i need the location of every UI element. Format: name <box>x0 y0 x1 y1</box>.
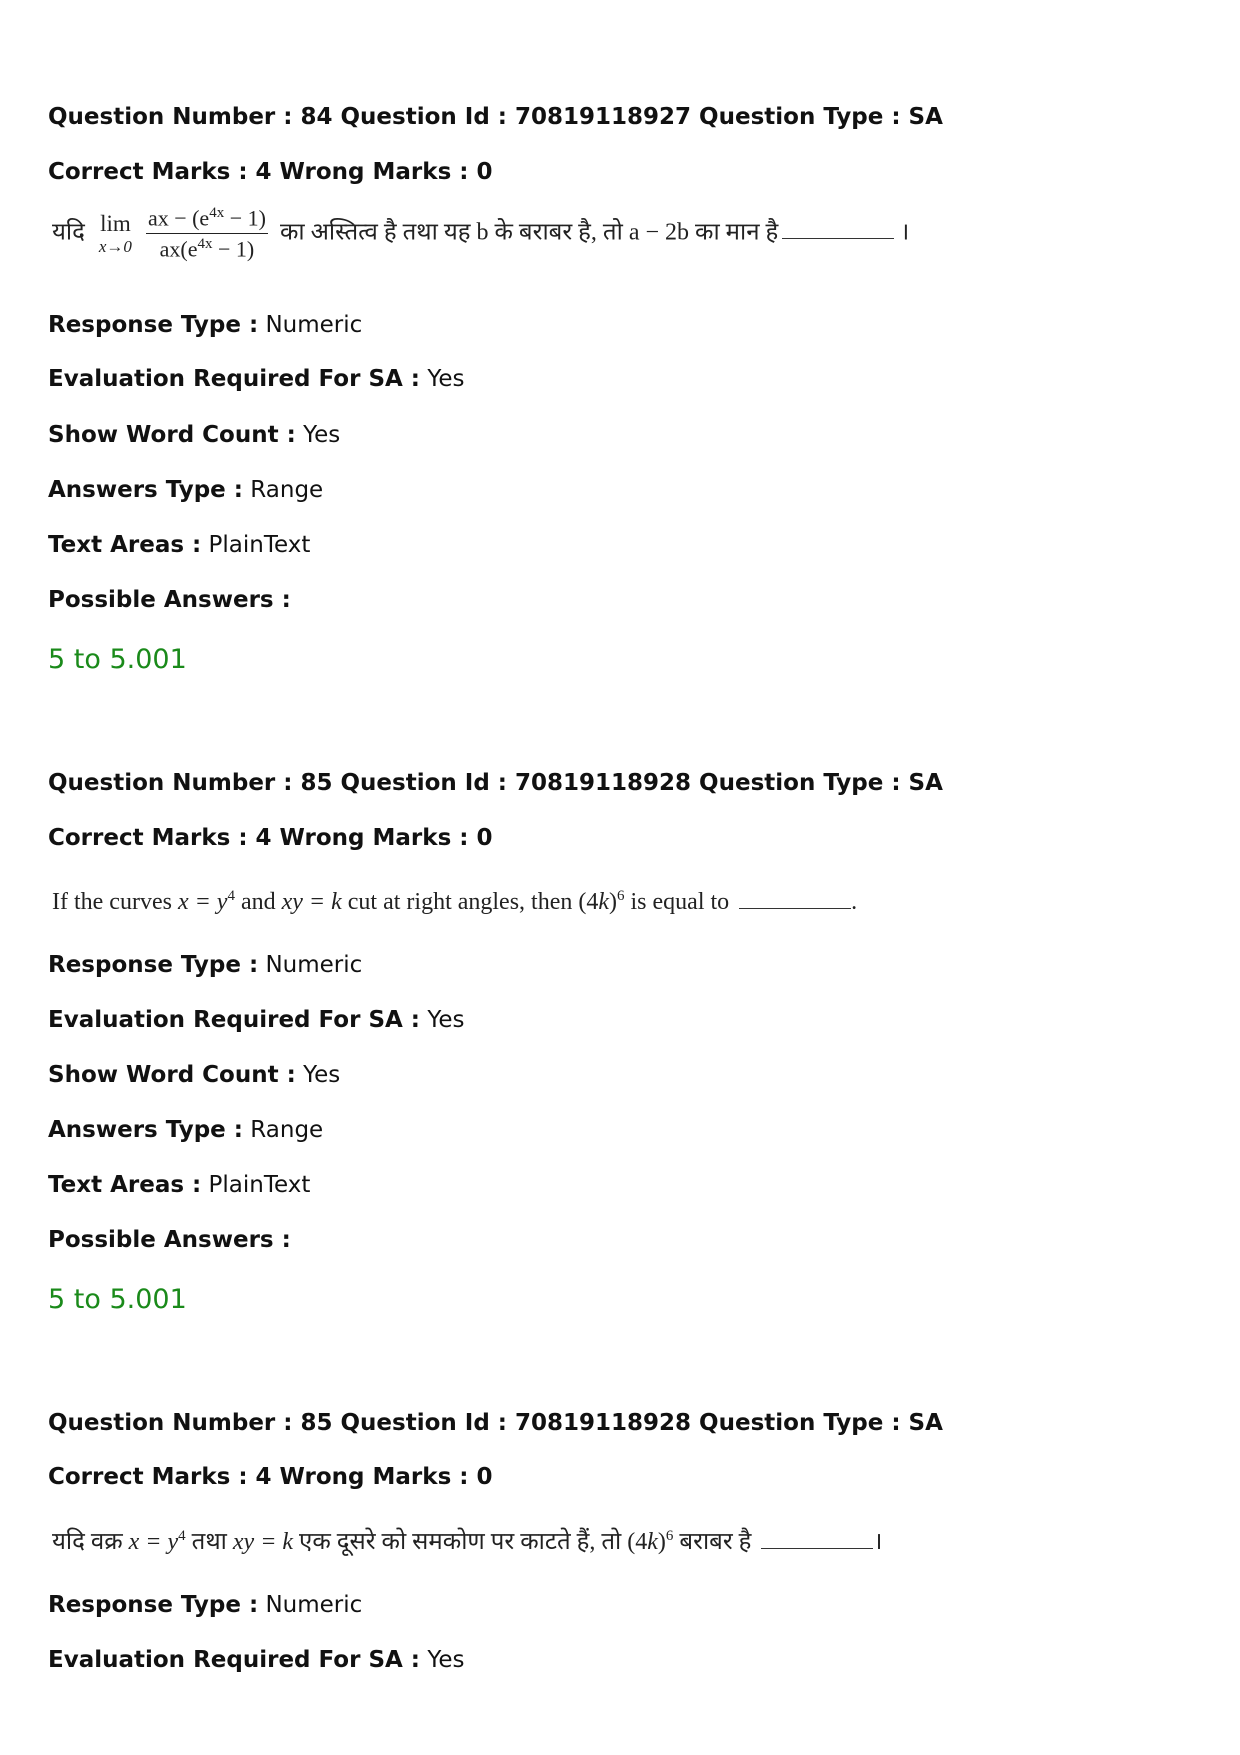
question-marks: Correct Marks : 4 Wrong Marks : 0 <box>48 159 493 185</box>
question-marks: Correct Marks : 4 Wrong Marks : 0 <box>48 1464 493 1490</box>
question-prefix: यदि <box>52 219 85 246</box>
response-type: Response Type : Numeric <box>48 312 363 338</box>
question-text-image: यदि वक्र $x = y^4$ तथा xy = k एक दूसरे को समकोण पर काटते हैं, तो $(4k)^6$ बराबर है । <box>52 1528 883 1555</box>
answer-blank <box>782 218 894 239</box>
question-suffix: का अस्तित्व है तथा यह b के बराबर है, तो a − 2b का मान है <box>279 219 779 246</box>
question-header: Question Number : 84 Question Id : 70819118927 Question Type : SA <box>48 104 943 130</box>
question-end: । <box>900 219 910 246</box>
text-areas: Text Areas : PlainText <box>48 1172 311 1198</box>
question-text-image: If the curves $x = y^4$ and xy = k cut at right angles, then $(4k)^6$ is equal to . <box>52 888 858 915</box>
question-marks: Correct Marks : 4 Wrong Marks : 0 <box>48 825 493 851</box>
question-header: Question Number : 85 Question Id : 70819118928 Question Type : SA <box>48 1410 943 1436</box>
answers-type: Answers Type : Range <box>48 477 324 503</box>
evaluation-required: Evaluation Required For SA : Yes <box>48 1647 465 1673</box>
response-type: Response Type : Numeric <box>48 952 363 978</box>
response-type: Response Type : Numeric <box>48 1592 363 1618</box>
show-word-count: Show Word Count : Yes <box>48 1062 341 1088</box>
answer-blank <box>761 1528 873 1549</box>
text-areas: Text Areas : PlainText <box>48 532 311 558</box>
question-text-image <box>52 205 909 263</box>
fraction-numerator: ax − $(e^{4x} - 1)$ <box>146 205 268 234</box>
possible-answer-value: 5 to 5.001 <box>48 1284 187 1315</box>
evaluation-required: Evaluation Required For SA : Yes <box>48 1007 465 1033</box>
show-word-count: Show Word Count : Yes <box>48 422 341 448</box>
limit-expression: lim x→0 <box>98 210 132 256</box>
possible-answers-label: Possible Answers : <box>48 1227 291 1253</box>
evaluation-required: Evaluation Required For SA : Yes <box>48 366 465 392</box>
answers-type: Answers Type : Range <box>48 1117 324 1143</box>
fraction <box>146 205 268 263</box>
answer-blank <box>739 888 851 909</box>
possible-answers-label: Possible Answers : <box>48 587 291 613</box>
question-header: Question Number : 85 Question Id : 70819118928 Question Type : SA <box>48 770 943 796</box>
fraction-denominator: $ax(e^{4x} - 1)$ <box>159 236 255 262</box>
possible-answer-value: 5 to 5.001 <box>48 644 187 675</box>
